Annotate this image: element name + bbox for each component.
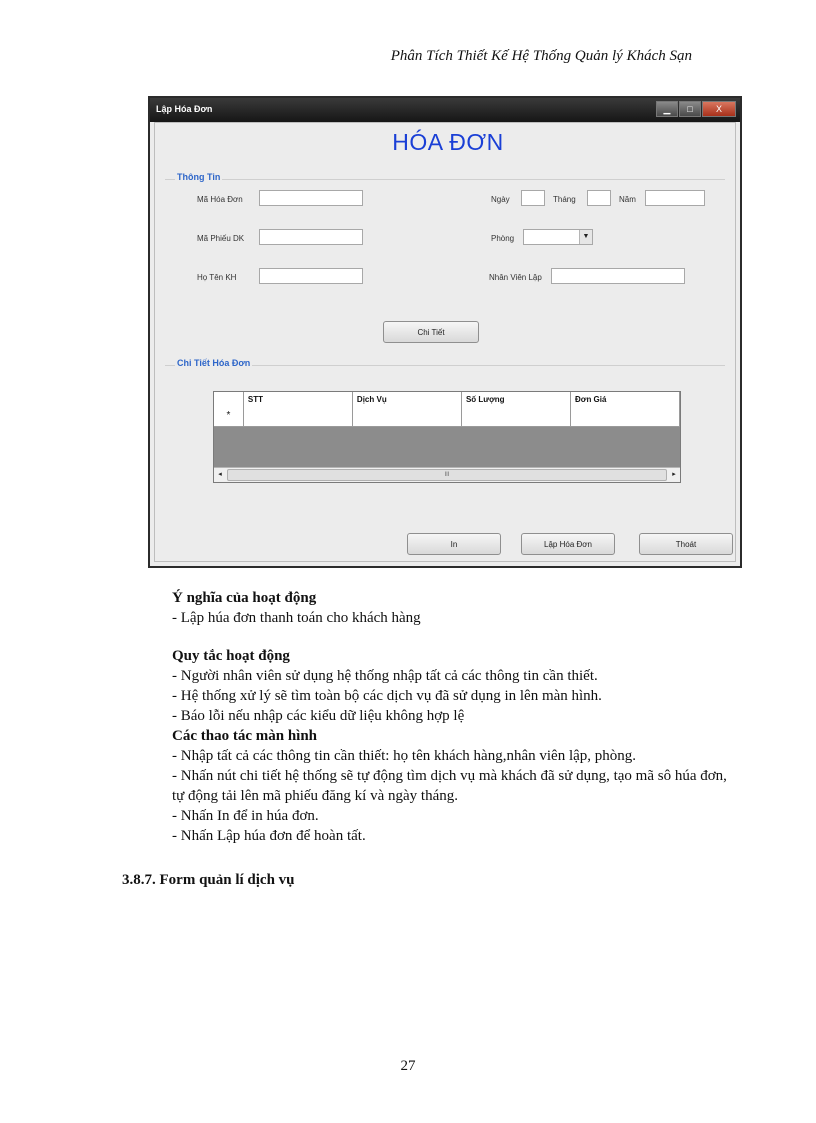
column-header-so-luong[interactable]: Số Lượng bbox=[462, 392, 571, 408]
info-group-label: Thông Tin bbox=[177, 172, 221, 182]
window-body bbox=[154, 122, 736, 562]
thoat-button[interactable]: Thoát bbox=[639, 533, 733, 555]
phong-label: Phòng bbox=[491, 234, 515, 243]
column-header-stt[interactable]: STT bbox=[244, 392, 353, 408]
ngay-input[interactable] bbox=[521, 190, 545, 206]
window-title: Lập Hóa Đơn bbox=[156, 104, 213, 114]
thao-tac-item: - Nhấn In để in húa đơn. bbox=[172, 808, 319, 824]
table-cell[interactable] bbox=[353, 408, 462, 426]
quy-tac-item: - Báo lỗi nếu nhập các kiểu dữ liệu không hợp lệ bbox=[172, 708, 465, 724]
ma-hoa-don-label: Mã Hóa Đơn bbox=[197, 195, 243, 204]
window-controls bbox=[655, 101, 736, 117]
section-heading: 3.8.7. Form quản lí dịch vụ bbox=[122, 872, 295, 888]
ho-ten-kh-input[interactable] bbox=[259, 268, 363, 284]
y-nghia-heading: Ý nghĩa của hoạt động bbox=[172, 590, 317, 606]
table-cell[interactable] bbox=[244, 408, 353, 426]
horizontal-scrollbar[interactable] bbox=[214, 467, 680, 482]
table-cell[interactable] bbox=[462, 408, 571, 426]
ma-phieu-dk-label: Mã Phiếu DK bbox=[197, 234, 245, 243]
thang-input[interactable] bbox=[587, 190, 611, 206]
detail-group-label: Chi Tiết Hóa Đơn bbox=[177, 358, 251, 368]
minimize-icon[interactable]: ▁ bbox=[656, 101, 678, 117]
nam-label: Năm bbox=[619, 195, 636, 204]
scroll-right-icon[interactable]: ▸ bbox=[672, 471, 676, 478]
chevron-down-icon[interactable]: ▼ bbox=[579, 230, 592, 244]
ma-hoa-don-input[interactable] bbox=[259, 190, 363, 206]
quy-tac-item: - Người nhân viên sử dụng hệ thống nhập tất cả các thông tin cần thiết. bbox=[172, 668, 598, 684]
scroll-thumb[interactable]: III bbox=[227, 469, 667, 481]
nhan-vien-lap-label: Nhân Viên Lập bbox=[489, 273, 542, 282]
table-cell[interactable] bbox=[571, 408, 680, 426]
form-title: HÓA ĐƠN bbox=[392, 129, 504, 155]
ma-phieu-dk-input[interactable] bbox=[259, 229, 363, 245]
lap-hoa-don-button[interactable]: Lập Hóa Đơn bbox=[521, 533, 615, 555]
y-nghia-text: - Lập húa đơn thanh toán cho khách hàng bbox=[172, 610, 421, 626]
chi-tiet-button[interactable]: Chi Tiết bbox=[383, 321, 479, 343]
window-titlebar[interactable] bbox=[150, 98, 740, 122]
thang-label: Tháng bbox=[553, 195, 576, 204]
column-header-don-gia[interactable]: Đơn Giá bbox=[571, 392, 680, 408]
quy-tac-heading: Quy tắc hoạt động bbox=[172, 648, 290, 664]
thao-tac-item: - Nhấn Lập húa đơn để hoàn tất. bbox=[172, 828, 366, 844]
quy-tac-item: - Hệ thống xử lý sẽ tìm toàn bộ các dịch vụ đã sử dụng in lên màn hình. bbox=[172, 688, 602, 704]
ngay-label: Ngày bbox=[491, 195, 510, 204]
close-icon[interactable]: X bbox=[702, 101, 736, 117]
maximize-icon[interactable]: □ bbox=[679, 101, 701, 117]
nam-input[interactable] bbox=[645, 190, 705, 206]
phong-select[interactable] bbox=[523, 229, 593, 245]
invoice-detail-grid[interactable] bbox=[213, 391, 681, 483]
ho-ten-kh-label: Họ Tên KH bbox=[197, 273, 237, 282]
table-row[interactable] bbox=[214, 408, 680, 427]
scroll-left-icon[interactable]: ◂ bbox=[218, 471, 222, 478]
in-button[interactable]: In bbox=[407, 533, 501, 555]
invoice-window bbox=[148, 96, 742, 568]
description-text bbox=[172, 588, 732, 846]
thao-tac-item: - Nhập tất cả các thông tin cần thiết: họ tên khách hàng,nhân viên lập, phòng. bbox=[172, 748, 637, 764]
thao-tac-heading: Các thao tác màn hình bbox=[172, 728, 318, 744]
column-header-dich-vu[interactable]: Dịch Vụ bbox=[353, 392, 462, 408]
page-number: 27 bbox=[400, 1058, 416, 1074]
new-row-marker: * bbox=[214, 408, 244, 426]
thao-tac-item: - Nhấn nút chi tiết hệ thống sẽ tự động tìm dịch vụ mà khách đã sử dụng, tạo mã sô húa đơn, tự động tải lên mã phiếu đăng kí và ngày tháng. bbox=[172, 768, 727, 804]
row-header-corner bbox=[214, 392, 244, 408]
page-header: Phân Tích Thiết Kế Hệ Thống Quản lý Khách Sạn bbox=[390, 48, 692, 64]
grid-header bbox=[214, 392, 680, 409]
nhan-vien-lap-input[interactable] bbox=[551, 268, 685, 284]
